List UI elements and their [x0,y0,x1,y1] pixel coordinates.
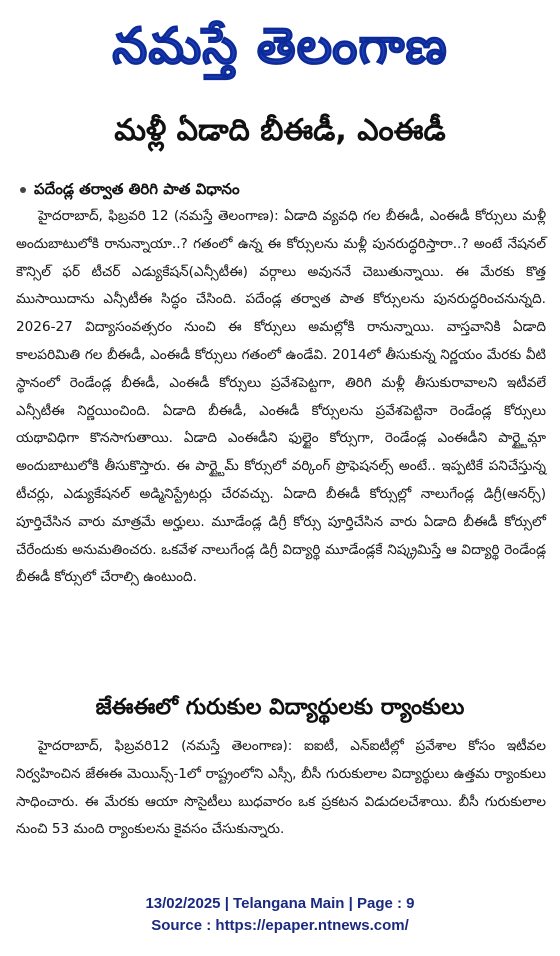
article-subheadline [18,176,543,202]
footer-source-link[interactable]: Source : https://epaper.ntnews.com/ [151,917,409,934]
second-article-headline: జేఈఈలో గురుకుల విద్యార్థులకు ర్యాంకులు [95,695,465,720]
bullet-icon [20,187,26,193]
masthead-title: నమస్తే తెలంగాణ [112,16,448,75]
page-footer [0,893,560,937]
second-article-body: హైదరాబాద్, ఫిబ్రవరి12 (నమస్తే తెలంగాణ): ఐఐటీ, ఎన్ఐటీల్లో ప్రవేశాల కోసం ఇటీవల నిర్వహించిన జేఈఈ మెయిన్స్-1లో రాష్ట్రంలోని ఎస్సీ, బీసీ గురుకులాల విద్యార్థులు ఉత్తమ ర్యాంకులు సాధించారు. ఈ మేరకు ఆయా సొసైటీలు బుధవారం ఒక ప్రకటన విడుదలచేశాయి. బీసీ గురుకులాల నుంచి 53 మంది ర్యాంకులను కైవసం చేసుకున్నారు. [16,738,546,838]
article-headline: మళ్లీ ఏడాది బీఈడీ, ఎంఈడీ [114,113,446,148]
subheadline-text: పదేండ్ల తర్వాత తిరిగి పాత విధానం [34,180,240,198]
article-body: హైదరాబాద్, ఫిబ్రవరి 12 (నమస్తే తెలంగాణ): ఏడాది వ్యవధి గల బీఈడీ, ఎంఈడీ కోర్సులు మళ్లీ అందుబాటులోకి రానున్నాయా..? గతంలో ఉన్న ఈ కోర్సులను మళ్లీ పునరుద్ధరిస్తారా..? అంటే నేషనల్ కౌన్సిల్ ఫర్ టీచర్ ఎడ్యుకేషన్(ఎన్సీటీఈ) వర్గాలు అవుననే చెబుతున్నాయి. ఈ మేరకు కొత్త ముసాయిదాను ఎన్సీటీఈ సిద్ధం చేసింది. పదేండ్ల తర్వాత పాత కోర్సులను పునరుద్ధరించనున్నది. 2026-27 విద్యాసంవత్సరం నుంచి ఈ కోర్సులు అమల్లోకి రానున్నాయి. వాస్తవానికి ఏడాది కాలపరిమితి గల బీఈడీ, ఎంఈడీ కోర్సులు గతంలో ఉండేవి. 2014లో తీసుకున్న నిర్ణయం మేరకు వీటి స్థానంలో రెండేండ్ల బీఈడీ, ఎంఈడీ కోర్సులు ప్రవేశపెట్టగా, తిరిగి మళ్లీ తీసుకురావాలని ఇటీవలే ఎన్సీటీఈ నిర్ణయించింది. ఏడాది బీఈడీ, ఎంఈడీ కోర్సులను ప్రవేశపెట్టినా రెండేండ్ల కోర్సులు యథావిధిగా కొనసాగుతాయి. ఏడాది ఎంఈడీని ఫుల్టైం కోర్సుగా, రెండేండ్ల ఎంఈడీని పార్ట్టైమ్గా అందుబాటులోకి తీసుకొస్తారు. ఈ పార్ట్టైమ్ కోర్సులో వర్కింగ్ ప్రొఫెషనల్స్ అంటే.. ఇప్పటికే పనిచేస్తున్న టీచర్లు, ఎడ్యుకేషనల్ అడ్మినిస్ట్రేటర్లు చేరవచ్చు. ఏడాది బీఈడీ కోర్సుల్లో నాలుగేండ్ల డిగ్రీ(ఆనర్స్) పూర్తిచేసిన వారు మాత్రమే అర్హులు. మూడేండ్ల డిగ్రీ కోర్సు పూర్తిచేసిన వారు ఏడాది బీఈడీ కోర్సులో చేరేందుకు అనుమతించరు. ఒకవేళ నాలుగేండ్ల డిగ్రీ విద్యార్థి మూడేండ్లకే నిష్క్రమిస్తే ఆ విద్యార్థి రెండేండ్ల బీఈడీ కోర్సులో చేరాల్సి ఉంటుంది. [16,208,546,586]
masthead [0,4,560,88]
footer-meta: 13/02/2025 | Telangana Main | Page : 9 [145,895,415,912]
